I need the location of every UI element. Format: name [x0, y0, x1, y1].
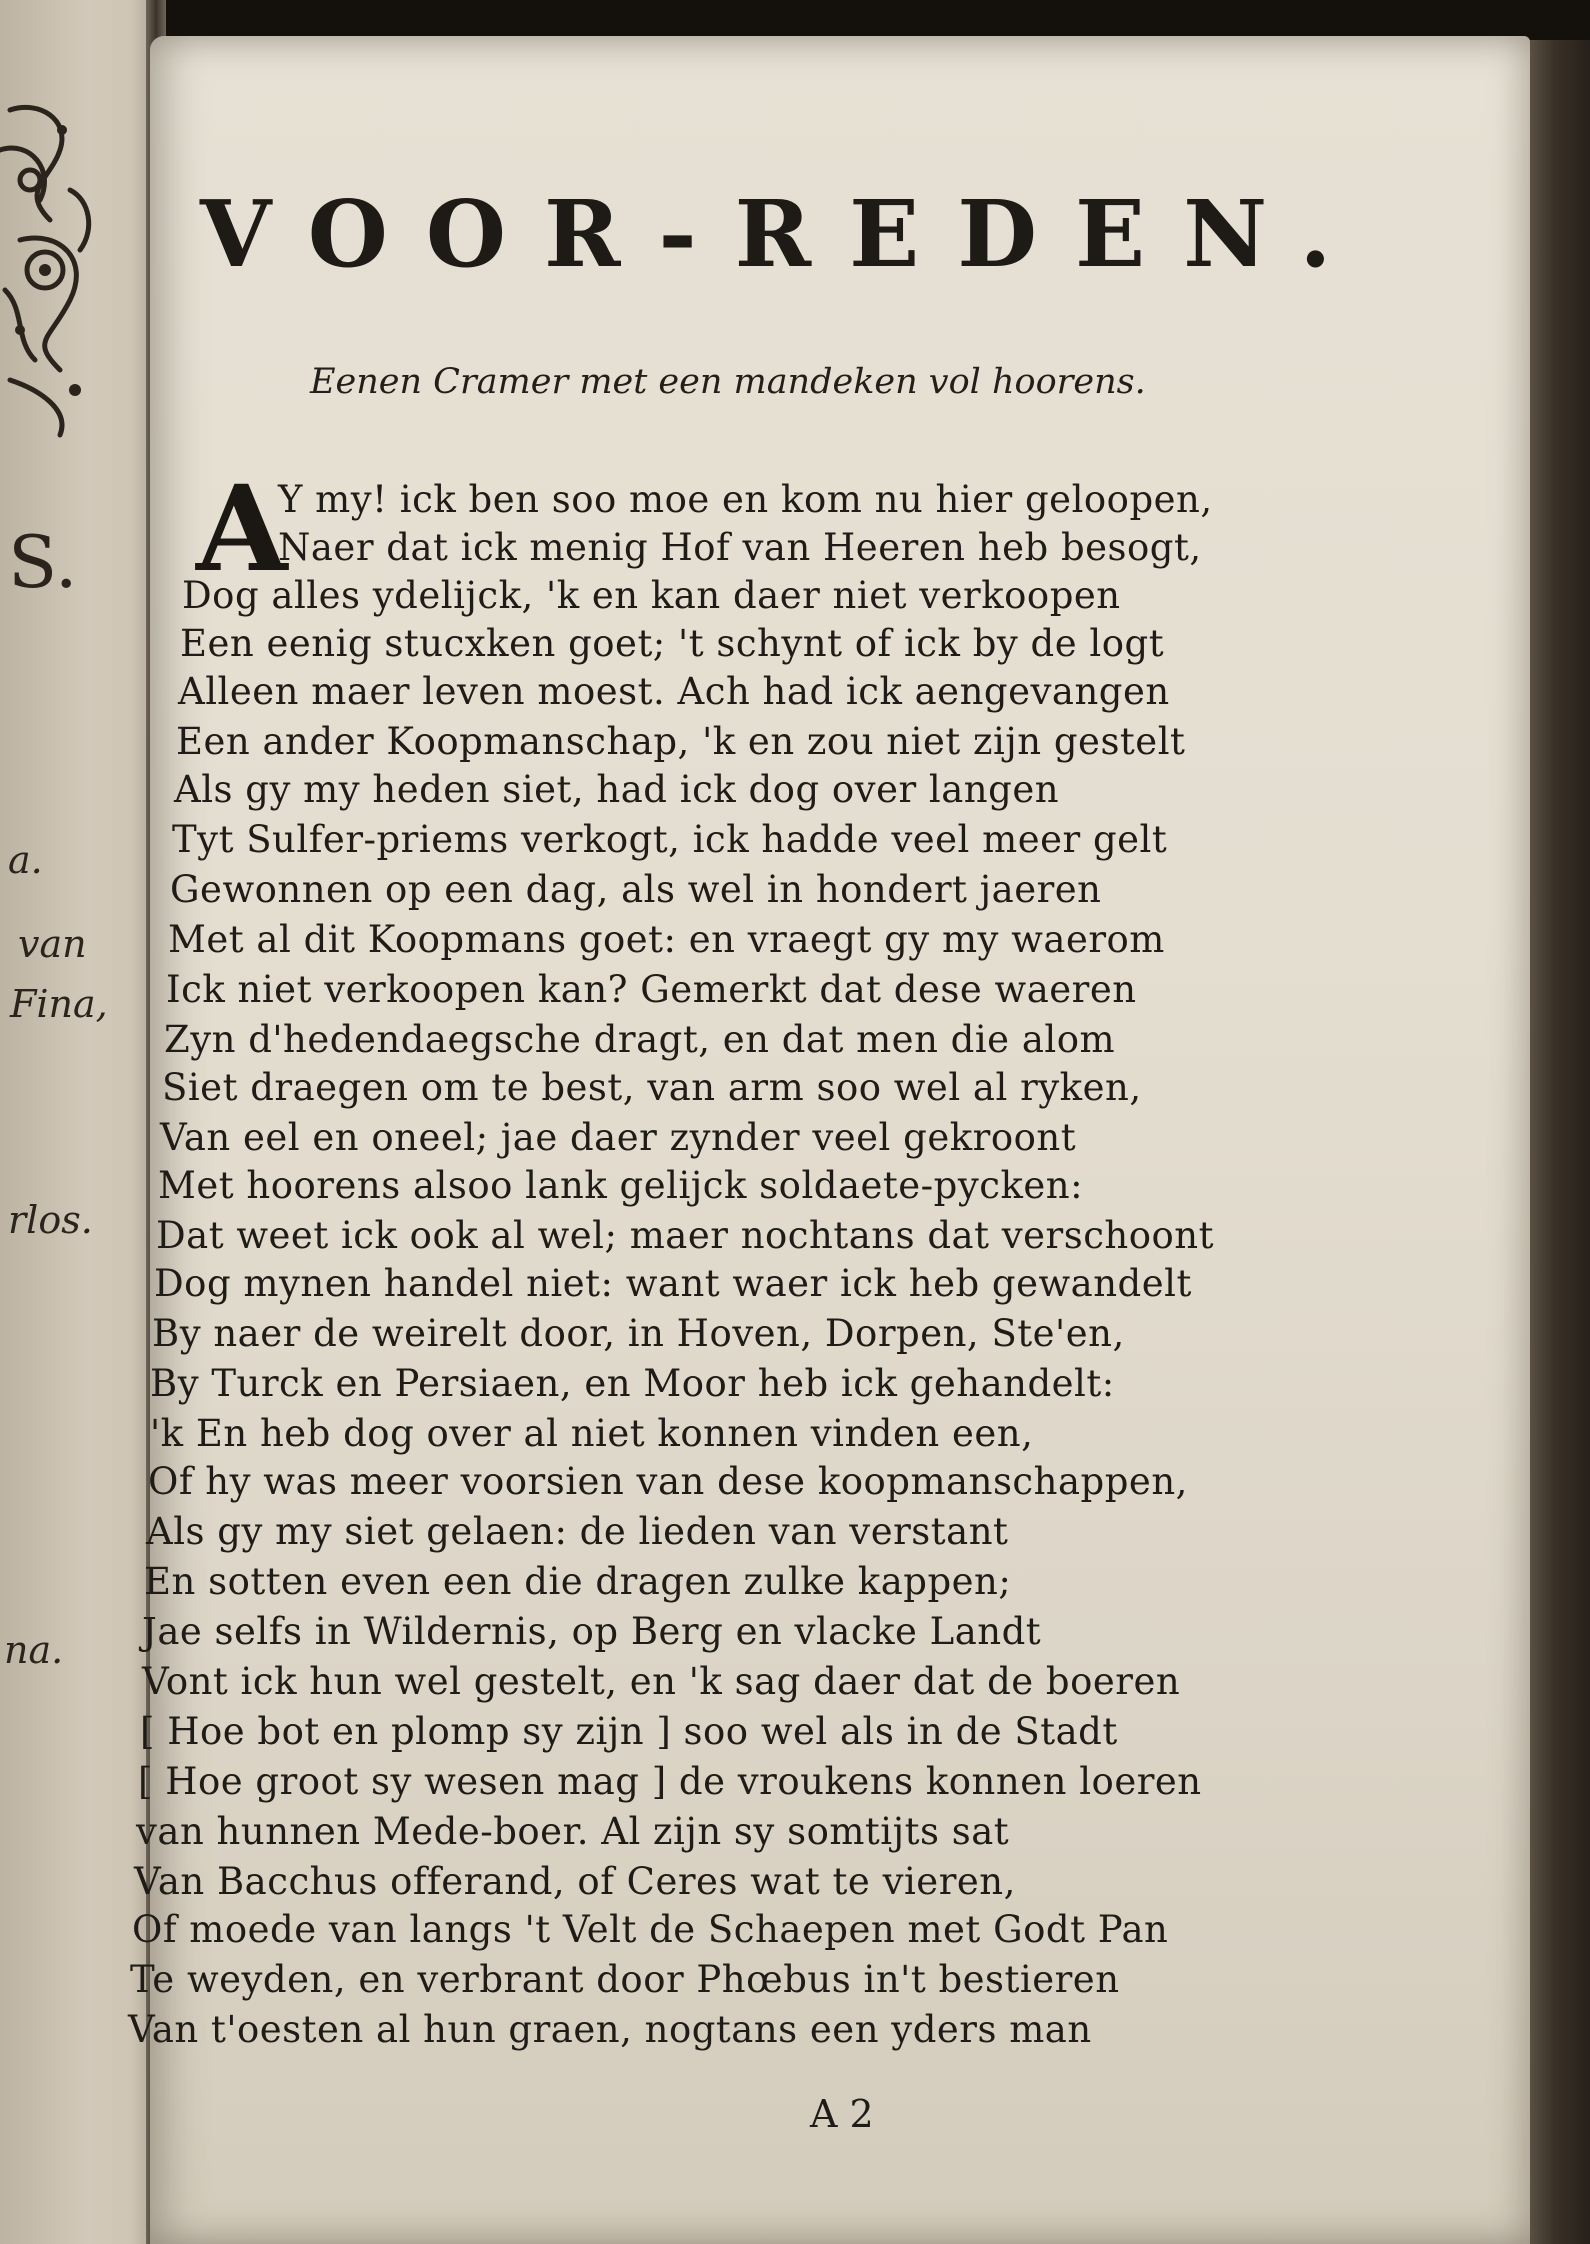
left-page-fragment: van [18, 922, 87, 966]
verse-line: Als gy my heden siet, had ick dog over langen [174, 768, 1060, 811]
verse-line: Y my! ick ben soo moe en kom nu hier geloopen, [278, 478, 1213, 521]
verse-line: Een eenig stucxken goet; 't schynt of ick by de logt [180, 622, 1165, 665]
verse-line: Dog alles ydelijck, 'k en kan daer niet verkoopen [182, 574, 1121, 617]
verse-line: Alleen maer leven moest. Ach had ick aengevangen [178, 670, 1170, 713]
verse-line: Ick niet verkoopen kan? Gemerkt dat dese waeren [166, 968, 1137, 1011]
left-page-fragment: na. [4, 1628, 64, 1672]
verse-line: van hunnen Mede-boer. Al zijn sy somtijts sat [136, 1810, 1010, 1853]
verse-line: Dog mynen handel niet: want waer ick heb gewandelt [154, 1262, 1192, 1305]
verse-line: Vont ick hun wel gestelt, en 'k sag daer dat de boeren [142, 1660, 1181, 1703]
verse-line: Te weyden, en verbrant door Phœbus in't bestieren [130, 1958, 1120, 2001]
verse-line: Zyn d'hedendaegsche dragt, en dat men die alom [164, 1018, 1116, 1061]
drop-cap: A [196, 459, 288, 598]
verse-line: [ Hoe bot en plomp sy zijn ] soo wel als in de Stadt [140, 1710, 1118, 1753]
verse-line: En sotten even een die dragen zulke kappen; [144, 1560, 1012, 1603]
verse-line: Van Bacchus offerand, of Ceres wat te vieren, [134, 1860, 1016, 1903]
left-page-fragment: S. [8, 520, 78, 604]
verse-line: Of hy was meer voorsien van dese koopmanschappen, [148, 1460, 1188, 1503]
verse-line: By naer de weirelt door, in Hoven, Dorpen, Ste'en, [152, 1312, 1125, 1355]
verse-line: Jae selfs in Wildernis, op Berg en vlacke Landt [142, 1610, 1042, 1653]
page-title: VOOR-REDEN. [200, 180, 1370, 288]
verse-line: Of moede van langs 't Velt de Schaepen met Godt Pan [132, 1908, 1169, 1951]
verse-line: Een ander Koopmanschap, 'k en zou niet zijn gestelt [176, 720, 1186, 763]
left-page-fragment: Fina, [10, 982, 108, 1026]
left-page-fragment: a. [8, 838, 43, 882]
verse-line: Met al dit Koopmans goet: en vraegt gy my waerom [168, 918, 1165, 961]
verse-line: Van eel en oneel; jae daer zynder veel gekroont [160, 1116, 1077, 1159]
verse-line: Van t'oesten al hun graen, nogtans een yders man [128, 2008, 1092, 2051]
verse-line: By Turck en Persiaen, en Moor heb ick gehandelt: [150, 1362, 1115, 1405]
background-top [0, 0, 1590, 40]
verse-line: 'k En heb dog over al niet konnen vinden een, [150, 1412, 1034, 1455]
verse-line: Tyt Sulfer-priems verkogt, ick hadde veel meer gelt [172, 818, 1168, 861]
verse-line: Met hoorens alsoo lank gelijck soldaete-pycken: [158, 1164, 1084, 1207]
page-subtitle: Eenen Cramer met een mandeken vol hoorens. [310, 362, 1146, 402]
verse-line: [ Hoe groot sy wesen mag ] de vroukens konnen loeren [138, 1760, 1202, 1803]
signature-mark: A 2 [810, 2092, 874, 2136]
verse-line: Naer dat ick menig Hof van Heeren heb besogt, [278, 526, 1202, 569]
left-page-fragment: rlos. [8, 1198, 93, 1242]
verse-line: Als gy my siet gelaen: de lieden van verstant [146, 1510, 1009, 1553]
verse-line: Dat weet ick ook al wel; maer nochtans dat verschoont [156, 1214, 1215, 1257]
verse-line: Gewonnen op een dag, als wel in hondert jaeren [170, 868, 1102, 911]
verse-line: Siet draegen om te best, van arm soo wel al ryken, [162, 1066, 1142, 1109]
woodcut-ornament [0, 90, 108, 450]
